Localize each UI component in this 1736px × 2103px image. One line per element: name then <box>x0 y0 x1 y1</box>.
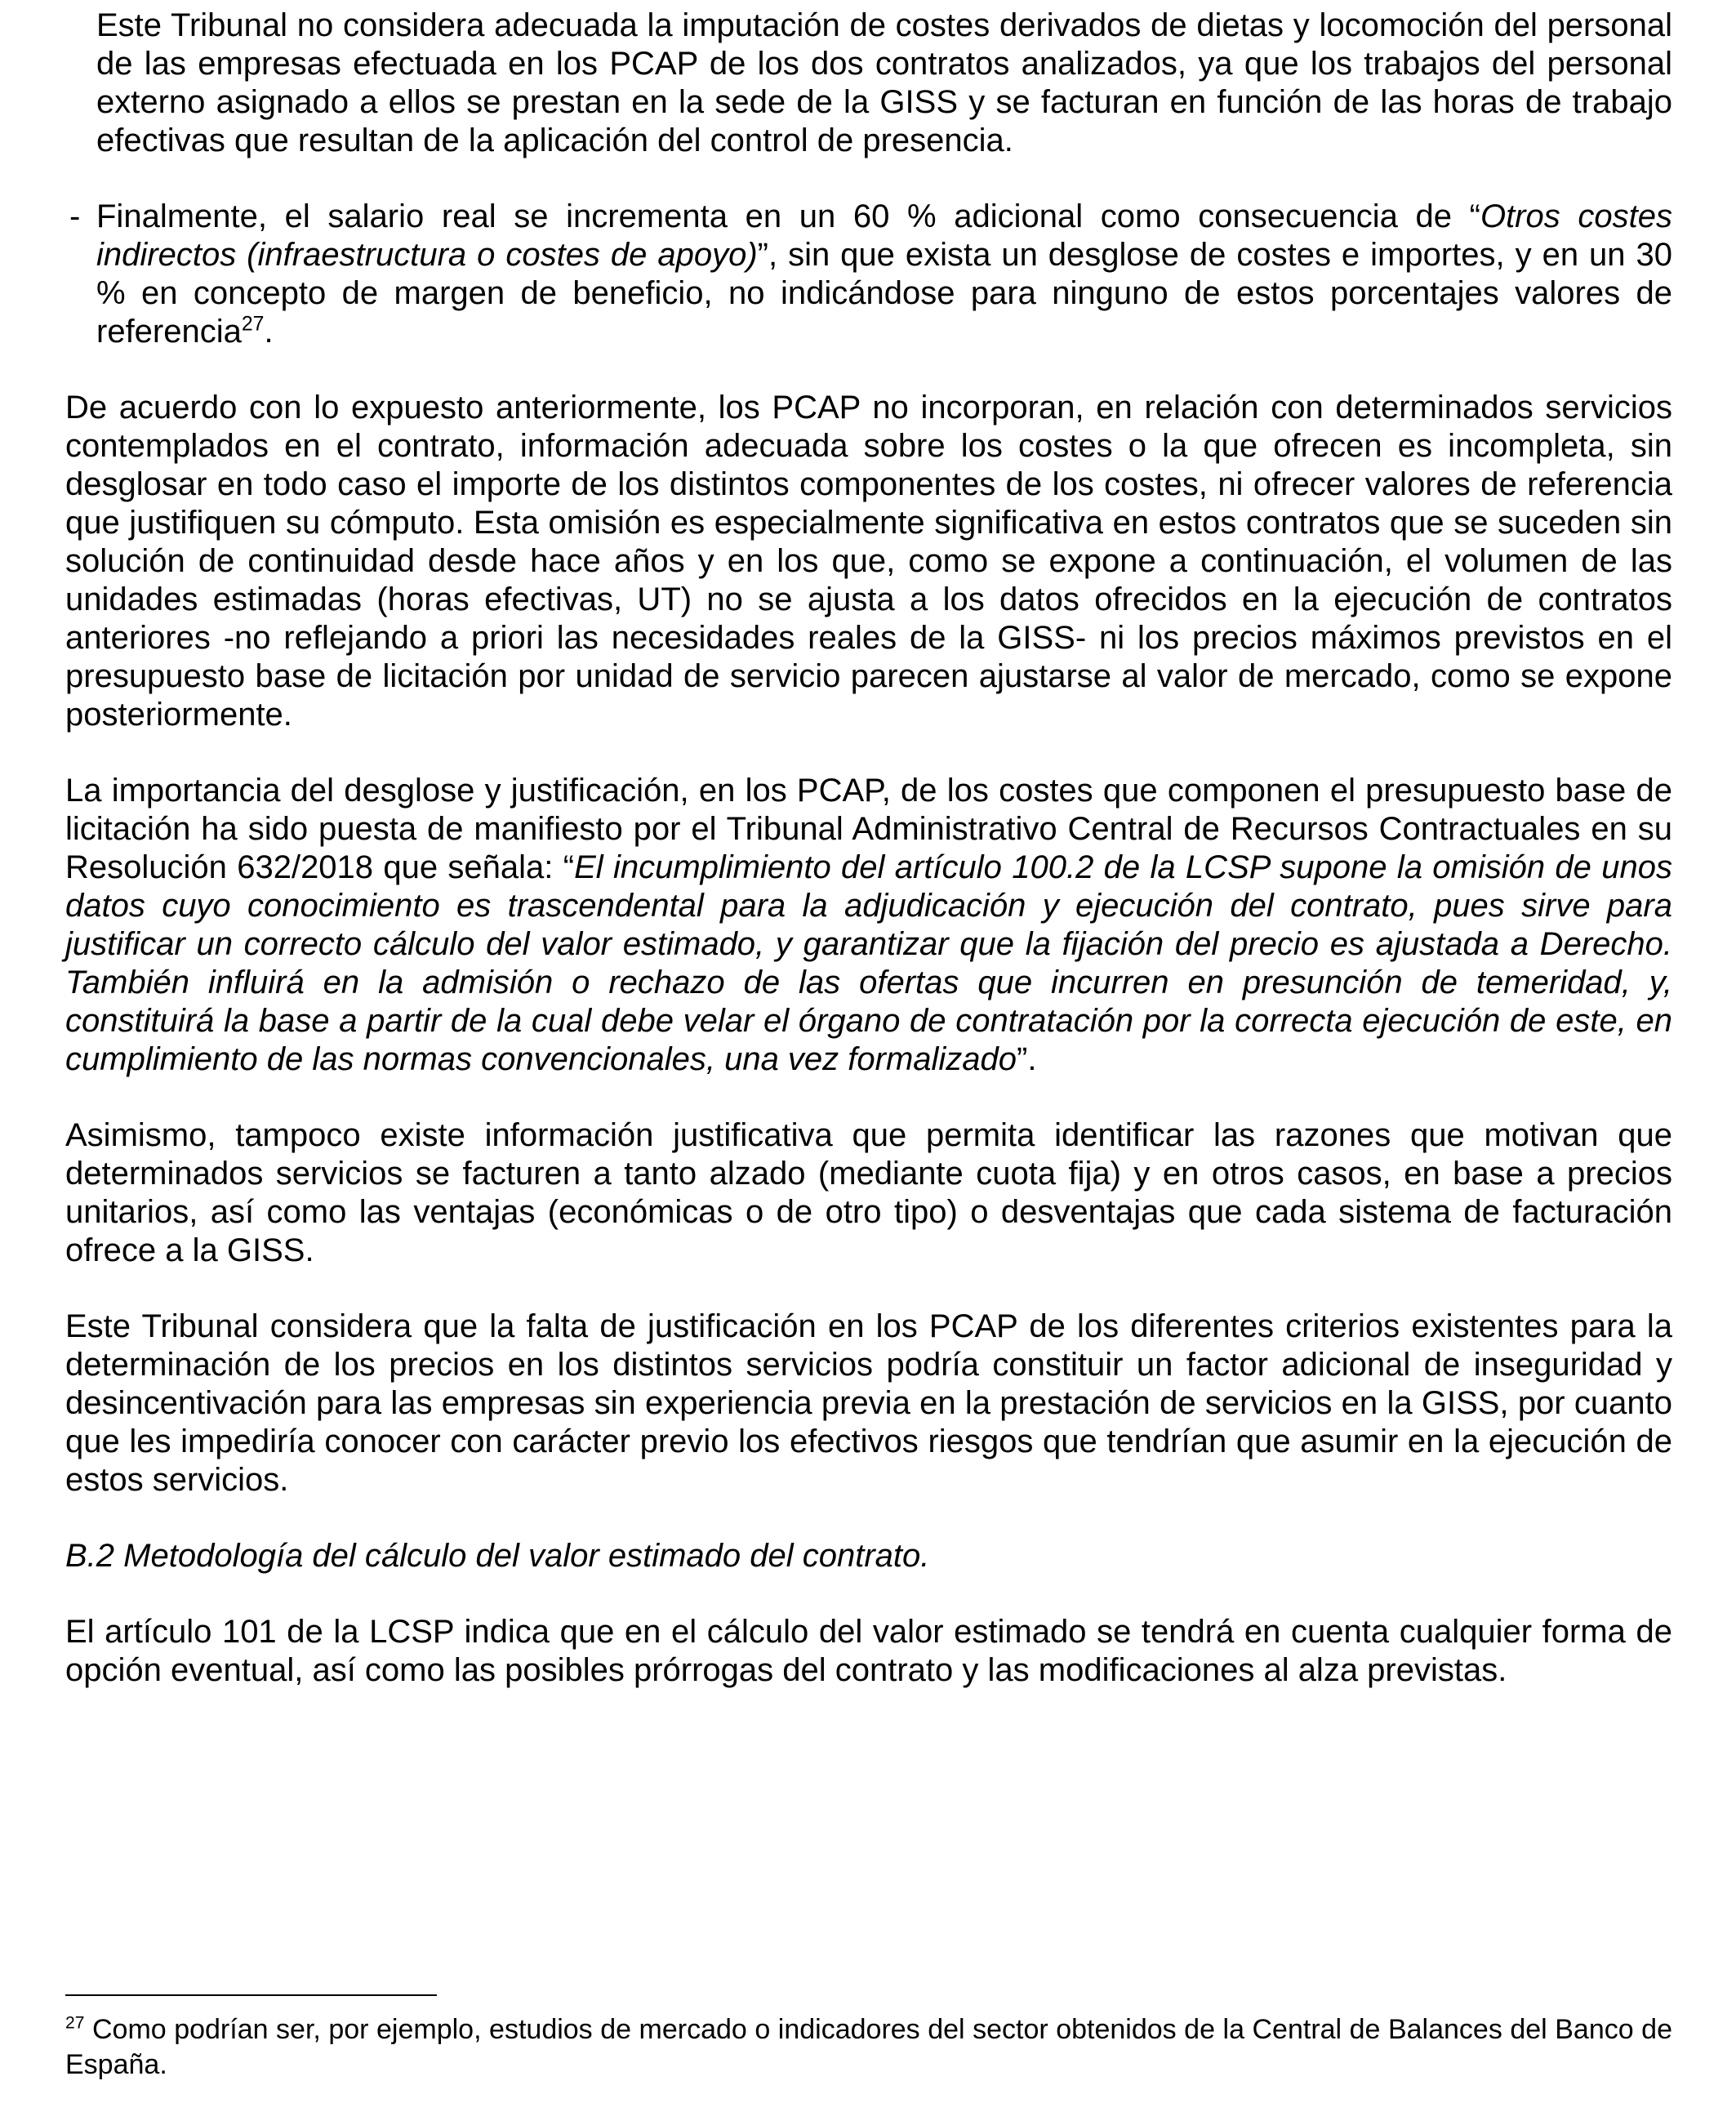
footnote-area <box>65 1994 1672 2082</box>
paragraph: De acuerdo con lo expuesto anteriormente, los PCAP no incorporan, en relación con determinados servicios contemplados en el contrato, información adecuada sobre los costes o la que ofrecen es incompleta, sin desglosar en todo caso el importe de los distintos componentes de los costes, ni ofrecer valores de referencia que justifiquen su cómputo. Esta omisión es especialmente significativa en estos contratos que se suceden sin solución de continuidad desde hace años y en los que, como se expone a continuación, el volumen de las unidades estimadas (horas efectivas, UT) no se ajusta a los datos ofrecidos en la ejecución de contratos anteriores -no reflejando a priori las necesidades reales de la GISS- ni los precios máximos previstos en el presupuesto base de licitación por unidad de servicio parecen ajustarse al valor de mercado, como se expone posteriormente. <box>65 390 1672 733</box>
paragraph: La importancia del desglose y justificación, en los PCAP, de los costes que componen el presupuesto base de licitación ha sido puesta de manifiesto por el Tribunal Administrativo Central de Recursos Contractuales en su Resolución 632/2018 que señala: “El incumplimiento del artículo 100.2 de la LCSP supone la omisión de unos datos cuyo conocimiento es trascendental para la adjudicación y ejecución del contrato, pues sirve para justificar un correcto cálculo del valor estimado, y garantizar que la fijación del precio es ajustada a Derecho. También influirá en la admisión o rechazo de las ofertas que incurren en presunción de temeridad, y, constituirá la base a partir de la cual debe velar el órgano de contratación por la correcta ejecución de este, en cumplimiento de las normas convencionales, una vez formalizado”. <box>65 773 1672 1077</box>
paragraph: Este Tribunal considera que la falta de justificación en los PCAP de los diferentes criterios existentes para la determinación de los precios en los distintos servicios podría constituir un factor adicional de inseguridad y desincentivación para las empresas sin experiencia previa en la prestación de servicios en la GISS, por cuanto que les impediría conocer con carácter previo los efectivos riesgos que tendrían que asumir en la ejecución de estos servicios. <box>65 1308 1672 1498</box>
list-marker: - <box>69 198 81 234</box>
footnote-ref: 27 <box>241 313 265 336</box>
paragraph: - Finalmente, el salario real se incrementa en un 60 % adicional como consecuencia de “Otros costes indirectos (infraestructura o costes de apoyo)”, sin que exista un desglose de costes e importes, y en un 30 % en concepto de margen de beneficio, no indicándose para ninguno de estos porcentajes valores de referencia$^{27}$. <box>69 198 1672 350</box>
paragraph: Este Tribunal no considera adecuada la imputación de costes derivados de dietas y locomoción del personal de las empresas efectuada en los PCAP de los dos contratos analizados, ya que los trabajos del personal externo asignado a ellos se prestan en la sede de la GISS y se facturan en función de las horas de trabajo efectivas que resultan de la aplicación del control de presencia. <box>96 7 1672 158</box>
paragraph: Asimismo, tampoco existe información justificativa que permita identificar las razones que motivan que determinados servicios se facturen a tanto alzado (mediante cuota fija) y en otros casos, en base a precios unitarios, así como las ventajas (económicas o de otro tipo) o desventajas que cada sistema de facturación ofrece a la GISS. <box>65 1117 1672 1268</box>
document-body <box>65 7 1672 1690</box>
footnote-ref: 27 <box>65 2013 85 2033</box>
section-heading: B.2 Metodología del cálculo del valor estimado del contrato. <box>65 1538 930 1574</box>
footnote: $^{27}$ Como podrían ser, por ejemplo, estudios de mercado o indicadores del sector obtenidos de la Central de Balances del Banco de España. <box>65 2013 1672 2080</box>
paragraph: El artículo 101 de la LCSP indica que en el cálculo del valor estimado se tendrá en cuenta cualquier forma de opción eventual, así como las posibles prórrogas del contrato y las modificaciones al alza previstas. <box>65 1614 1672 1688</box>
footnote-separator <box>65 1994 437 1996</box>
